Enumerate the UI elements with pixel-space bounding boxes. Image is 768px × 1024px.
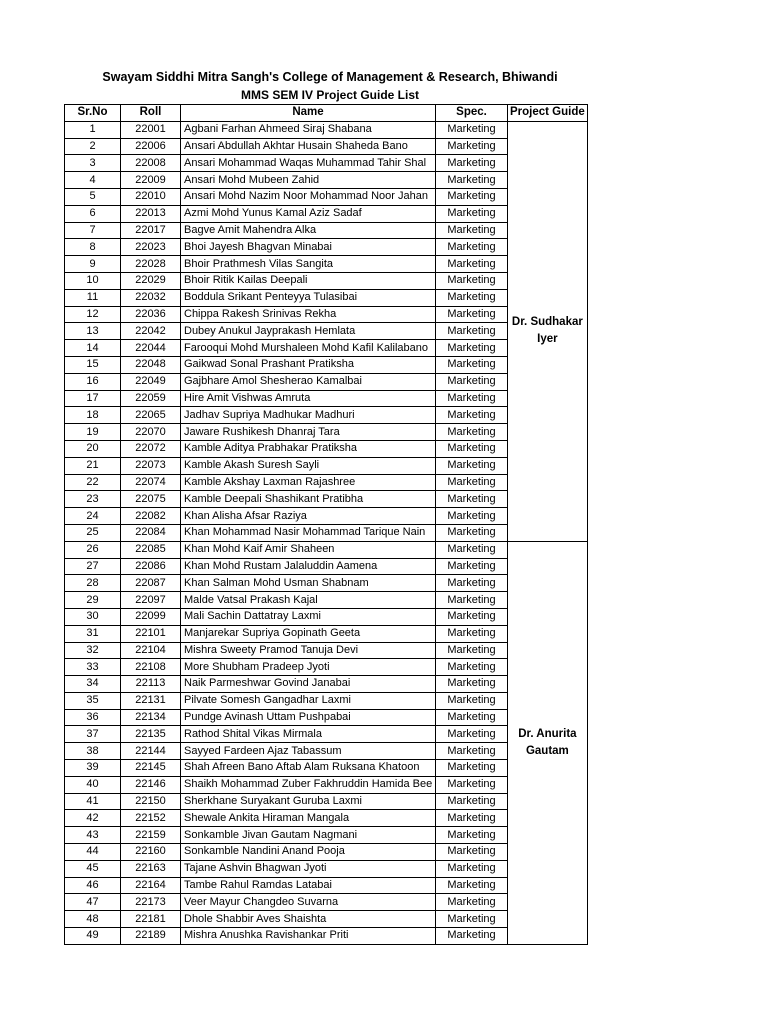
row-roll: 22164 [121, 877, 181, 894]
table-row [65, 121, 588, 138]
row-name: Ansari Mohd Nazim Noor Mohammad Noor Jahan [181, 188, 436, 205]
row-roll: 22101 [121, 625, 181, 642]
row-spec: Marketing [436, 508, 508, 525]
row-srno: 49 [65, 928, 121, 945]
row-roll: 22113 [121, 676, 181, 693]
row-name: Dhole Shabbir Aves Shaishta [181, 911, 436, 928]
row-name: Khan Mohd Rustam Jalaluddin Aamena [181, 558, 436, 575]
row-name: Sonkamble Jivan Gautam Nagmani [181, 827, 436, 844]
row-spec: Marketing [436, 894, 508, 911]
row-srno: 23 [65, 491, 121, 508]
row-srno: 43 [65, 827, 121, 844]
list-subtitle: MMS SEM IV Project Guide List [240, 88, 420, 102]
row-srno: 41 [65, 793, 121, 810]
row-srno: 36 [65, 709, 121, 726]
row-spec: Marketing [436, 172, 508, 189]
row-spec: Marketing [436, 592, 508, 609]
row-srno: 39 [65, 760, 121, 777]
row-spec: Marketing [436, 692, 508, 709]
row-name: Naik Parmeshwar Govind Janabai [181, 676, 436, 693]
row-name: Bhoir Ritik Kailas Deepali [181, 272, 436, 289]
row-spec: Marketing [436, 155, 508, 172]
row-srno: 7 [65, 222, 121, 239]
row-srno: 35 [65, 692, 121, 709]
row-roll: 22082 [121, 508, 181, 525]
row-roll: 22145 [121, 760, 181, 777]
row-spec: Marketing [436, 793, 508, 810]
row-roll: 22084 [121, 524, 181, 541]
row-roll: 22070 [121, 424, 181, 441]
row-roll: 22085 [121, 541, 181, 558]
header-project-guide: Project Guide [508, 105, 588, 122]
row-spec: Marketing [436, 491, 508, 508]
row-roll: 22028 [121, 256, 181, 273]
row-roll: 22189 [121, 928, 181, 945]
row-roll: 22075 [121, 491, 181, 508]
row-spec: Marketing [436, 138, 508, 155]
row-name: Jadhav Supriya Madhukar Madhuri [181, 407, 436, 424]
row-srno: 47 [65, 894, 121, 911]
row-srno: 22 [65, 474, 121, 491]
row-srno: 11 [65, 289, 121, 306]
row-name: Kamble Akshay Laxman Rajashree [181, 474, 436, 491]
row-roll: 22073 [121, 457, 181, 474]
table-header-row [65, 105, 588, 122]
row-roll: 22160 [121, 844, 181, 861]
header-srno: Sr.No [65, 105, 121, 122]
row-spec: Marketing [436, 323, 508, 340]
row-name: Jaware Rushikesh Dhanraj Tara [181, 424, 436, 441]
row-roll: 22042 [121, 323, 181, 340]
row-srno: 14 [65, 340, 121, 357]
row-roll: 22009 [121, 172, 181, 189]
row-name: Pundge Avinash Uttam Pushpabai [181, 709, 436, 726]
row-spec: Marketing [436, 676, 508, 693]
row-name: Ansari Abdullah Akhtar Husain Shaheda Bano [181, 138, 436, 155]
row-roll: 22006 [121, 138, 181, 155]
row-srno: 2 [65, 138, 121, 155]
college-title: Swayam Siddhi Mitra Sangh's College of Management & Research, Bhiwandi [102, 70, 558, 84]
row-srno: 48 [65, 911, 121, 928]
row-name: Tajane Ashvin Bhagwan Jyoti [181, 860, 436, 877]
row-srno: 10 [65, 272, 121, 289]
row-name: Kamble Deepali Shashikant Pratibha [181, 491, 436, 508]
row-name: Pilvate Somesh Gangadhar Laxmi [181, 692, 436, 709]
row-srno: 28 [65, 575, 121, 592]
row-srno: 38 [65, 743, 121, 760]
row-name: Dubey Anukul Jayprakash Hemlata [181, 323, 436, 340]
row-srno: 44 [65, 844, 121, 861]
row-name: Ansari Mohammad Waqas Muhammad Tahir Shal [181, 155, 436, 172]
row-srno: 45 [65, 860, 121, 877]
row-name: Gajbhare Amol Shesherao Kamalbai [181, 373, 436, 390]
row-name: Azmi Mohd Yunus Kamal Aziz Sadaf [181, 205, 436, 222]
row-name: Khan Mohd Kaif Amir Shaheen [181, 541, 436, 558]
row-name: Sonkamble Nandini Anand Pooja [181, 844, 436, 861]
row-roll: 22086 [121, 558, 181, 575]
row-name: Kamble Aditya Prabhakar Pratiksha [181, 440, 436, 457]
row-srno: 19 [65, 424, 121, 441]
row-name: Shewale Ankita Hiraman Mangala [181, 810, 436, 827]
row-srno: 40 [65, 776, 121, 793]
row-name: Khan Alisha Afsar Raziya [181, 508, 436, 525]
row-name: Shaikh Mohammad Zuber Fakhruddin Hamida Bee [181, 776, 436, 793]
row-spec: Marketing [436, 121, 508, 138]
row-roll: 22008 [121, 155, 181, 172]
row-name: Khan Salman Mohd Usman Shabnam [181, 575, 436, 592]
row-srno: 8 [65, 239, 121, 256]
row-spec: Marketing [436, 340, 508, 357]
row-roll: 22044 [121, 340, 181, 357]
row-srno: 33 [65, 659, 121, 676]
row-name: Bhoi Jayesh Bhagvan Minabai [181, 239, 436, 256]
row-roll: 22029 [121, 272, 181, 289]
table-row [65, 541, 588, 558]
row-srno: 20 [65, 440, 121, 457]
row-srno: 15 [65, 356, 121, 373]
row-spec: Marketing [436, 222, 508, 239]
row-name: Tambe Rahul Ramdas Latabai [181, 877, 436, 894]
row-roll: 22097 [121, 592, 181, 609]
row-spec: Marketing [436, 457, 508, 474]
row-spec: Marketing [436, 928, 508, 945]
row-spec: Marketing [436, 844, 508, 861]
row-spec: Marketing [436, 776, 508, 793]
row-roll: 22099 [121, 608, 181, 625]
row-name: Gaikwad Sonal Prashant Pratiksha [181, 356, 436, 373]
row-name: Sherkhane Suryakant Guruba Laxmi [181, 793, 436, 810]
row-spec: Marketing [436, 659, 508, 676]
row-spec: Marketing [436, 474, 508, 491]
header-spec: Spec. [436, 105, 508, 122]
row-srno: 5 [65, 188, 121, 205]
row-spec: Marketing [436, 407, 508, 424]
row-srno: 13 [65, 323, 121, 340]
row-spec: Marketing [436, 877, 508, 894]
row-spec: Marketing [436, 272, 508, 289]
row-spec: Marketing [436, 575, 508, 592]
row-spec: Marketing [436, 726, 508, 743]
row-spec: Marketing [436, 440, 508, 457]
row-srno: 16 [65, 373, 121, 390]
header-roll: Roll [121, 105, 181, 122]
row-roll: 22146 [121, 776, 181, 793]
row-name: Boddula Srikant Penteyya Tulasibai [181, 289, 436, 306]
table-body [65, 121, 588, 944]
row-roll: 22010 [121, 188, 181, 205]
row-spec: Marketing [436, 558, 508, 575]
row-srno: 3 [65, 155, 121, 172]
row-roll: 22013 [121, 205, 181, 222]
row-spec: Marketing [436, 373, 508, 390]
row-roll: 22032 [121, 289, 181, 306]
row-name: Hire Amit Vishwas Amruta [181, 390, 436, 407]
row-spec: Marketing [436, 205, 508, 222]
row-roll: 22087 [121, 575, 181, 592]
row-name: Veer Mayur Changdeo Suvarna [181, 894, 436, 911]
row-spec: Marketing [436, 625, 508, 642]
row-roll: 22001 [121, 121, 181, 138]
row-roll: 22135 [121, 726, 181, 743]
row-srno: 4 [65, 172, 121, 189]
row-srno: 42 [65, 810, 121, 827]
row-spec: Marketing [436, 642, 508, 659]
row-srno: 25 [65, 524, 121, 541]
row-name: Manjarekar Supriya Gopinath Geeta [181, 625, 436, 642]
row-name: Rathod Shital Vikas Mirmala [181, 726, 436, 743]
row-srno: 27 [65, 558, 121, 575]
row-name: Mishra Sweety Pramod Tanuja Devi [181, 642, 436, 659]
row-srno: 6 [65, 205, 121, 222]
header-name: Name [181, 105, 436, 122]
row-name: Khan Mohammad Nasir Mohammad Tarique Nain [181, 524, 436, 541]
row-spec: Marketing [436, 709, 508, 726]
row-roll: 22059 [121, 390, 181, 407]
row-spec: Marketing [436, 760, 508, 777]
row-spec: Marketing [436, 860, 508, 877]
row-spec: Marketing [436, 306, 508, 323]
row-srno: 18 [65, 407, 121, 424]
row-spec: Marketing [436, 743, 508, 760]
row-roll: 22049 [121, 373, 181, 390]
row-roll: 22048 [121, 356, 181, 373]
row-name: Bagve Amit Mahendra Alka [181, 222, 436, 239]
row-roll: 22163 [121, 860, 181, 877]
row-spec: Marketing [436, 390, 508, 407]
row-roll: 22181 [121, 911, 181, 928]
row-srno: 24 [65, 508, 121, 525]
row-srno: 46 [65, 877, 121, 894]
row-roll: 22036 [121, 306, 181, 323]
row-roll: 22159 [121, 827, 181, 844]
row-name: Sayyed Fardeen Ajaz Tabassum [181, 743, 436, 760]
row-srno: 12 [65, 306, 121, 323]
row-srno: 9 [65, 256, 121, 273]
project-guide-cell: Dr. Anurita Gautam [508, 541, 588, 944]
row-roll: 22150 [121, 793, 181, 810]
row-name: Bhoir Prathmesh Vilas Sangita [181, 256, 436, 273]
row-roll: 22134 [121, 709, 181, 726]
row-name: Ansari Mohd Mubeen Zahid [181, 172, 436, 189]
row-spec: Marketing [436, 289, 508, 306]
row-roll: 22104 [121, 642, 181, 659]
row-srno: 34 [65, 676, 121, 693]
row-spec: Marketing [436, 608, 508, 625]
row-srno: 21 [65, 457, 121, 474]
row-name: Shah Afreen Bano Aftab Alam Ruksana Khatoon [181, 760, 436, 777]
row-srno: 37 [65, 726, 121, 743]
row-roll: 22017 [121, 222, 181, 239]
row-spec: Marketing [436, 239, 508, 256]
row-spec: Marketing [436, 188, 508, 205]
project-guide-table [64, 104, 588, 945]
row-roll: 22152 [121, 810, 181, 827]
row-roll: 22108 [121, 659, 181, 676]
row-srno: 17 [65, 390, 121, 407]
row-name: Chippa Rakesh Srinivas Rekha [181, 306, 436, 323]
row-srno: 31 [65, 625, 121, 642]
row-spec: Marketing [436, 810, 508, 827]
row-roll: 22131 [121, 692, 181, 709]
row-spec: Marketing [436, 356, 508, 373]
row-roll: 22072 [121, 440, 181, 457]
row-roll: 22023 [121, 239, 181, 256]
row-spec: Marketing [436, 911, 508, 928]
row-roll: 22144 [121, 743, 181, 760]
row-srno: 26 [65, 541, 121, 558]
row-roll: 22065 [121, 407, 181, 424]
row-srno: 1 [65, 121, 121, 138]
row-name: Mali Sachin Dattatray Laxmi [181, 608, 436, 625]
row-spec: Marketing [436, 524, 508, 541]
row-name: Kamble Akash Suresh Sayli [181, 457, 436, 474]
row-spec: Marketing [436, 827, 508, 844]
row-srno: 29 [65, 592, 121, 609]
row-spec: Marketing [436, 541, 508, 558]
row-spec: Marketing [436, 424, 508, 441]
row-srno: 32 [65, 642, 121, 659]
row-name: Malde Vatsal Prakash Kajal [181, 592, 436, 609]
project-guide-cell: Dr. Sudhakar Iyer [508, 121, 588, 541]
row-name: Farooqui Mohd Murshaleen Mohd Kafil Kalilabano [181, 340, 436, 357]
row-spec: Marketing [436, 256, 508, 273]
row-roll: 22074 [121, 474, 181, 491]
row-name: More Shubham Pradeep Jyoti [181, 659, 436, 676]
row-srno: 30 [65, 608, 121, 625]
row-roll: 22173 [121, 894, 181, 911]
row-name: Mishra Anushka Ravishankar Priti [181, 928, 436, 945]
row-name: Agbani Farhan Ahmeed Siraj Shabana [181, 121, 436, 138]
